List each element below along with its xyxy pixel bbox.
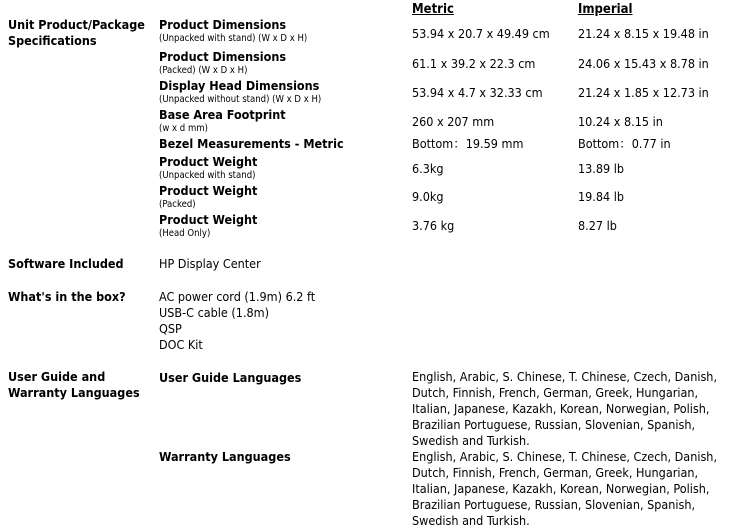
spec-label: Base Area Footprint	[159, 107, 286, 122]
spec-metric-value: 53.94 x 4.7 x 32.33 cm	[412, 85, 543, 100]
spec-label: Product Dimensions	[159, 49, 287, 64]
spec-label: Display Head Dimensions	[159, 78, 320, 93]
box-item: QSP	[159, 321, 182, 336]
spec-imperial-value: 8.27 lb	[578, 218, 617, 233]
spec-label: Product Weight	[159, 154, 258, 169]
user-guide-languages-list: English, Arabic, S. Chinese, T. Chinese, Czech, Danish, Dutch, Finnish, French, German, Greek, Hungarian, Italian, Japanese, Kazakh, Korean, Norwegian, Polish, Brazilian Portuguese, Russian, Slovenian, Spanish, Swedish and Turkish.	[412, 369, 718, 448]
spec-imperial-value: 24.06 x 15.43 x 8.78 in	[578, 56, 709, 71]
section-specs-line1: Unit Product/Package	[8, 17, 145, 32]
software-value: HP Display Center	[159, 256, 261, 271]
box-item: DOC Kit	[159, 337, 203, 352]
section-box: What's in the box?	[8, 289, 126, 304]
spec-sublabel: (w x d mm)	[159, 123, 208, 134]
spec-sublabel: (Unpacked with stand)	[159, 170, 256, 181]
spec-imperial-value: Bottom：0.77 in	[578, 136, 671, 151]
spec-label: Product Weight	[159, 212, 258, 227]
spec-sublabel: (Head Only)	[159, 228, 211, 239]
spec-sublabel: (Unpacked without stand) (W x D x H)	[159, 94, 322, 105]
spec-imperial-value: 19.84 lb	[578, 189, 625, 204]
warranty-languages-list: English, Arabic, S. Chinese, T. Chinese, Czech, Danish, Dutch, Finnish, French, German, Greek, Hungarian, Italian, Japanese, Kazakh, Korean, Norwegian, Polish, Brazilian Portuguese, Russian, Slovenian, Spanish, Swedish and Turkish.	[412, 449, 718, 528]
section-software: Software Included	[8, 256, 124, 271]
spec-label: Product Dimensions	[159, 17, 287, 32]
spec-metric-value: 9.0kg	[412, 189, 444, 204]
spec-metric-value: 260 x 207 mm	[412, 114, 495, 129]
spec-label: Product Weight	[159, 183, 258, 198]
box-item: USB-C cable (1.8m)	[159, 305, 270, 320]
spec-label: Bezel Measurements - Metric	[159, 136, 344, 151]
spec-sublabel: (Packed) (W x D x H)	[159, 65, 248, 76]
imperial-header: Imperial	[578, 2, 633, 17]
spec-metric-value: 53.94 x 20.7 x 49.49 cm	[412, 26, 550, 41]
section-guide-line1: User Guide and	[8, 369, 106, 384]
spec-imperial-value: 13.89 lb	[578, 161, 625, 176]
section-guide-line2: Warranty Languages	[8, 385, 140, 400]
spec-metric-value: 3.76 kg	[412, 218, 455, 233]
spec-metric-value: 6.3kg	[412, 161, 444, 176]
spec-imperial-value: 10.24 x 8.15 in	[578, 114, 663, 129]
spec-sublabel: (Unpacked with stand) (W x D x H)	[159, 33, 308, 44]
spec-metric-value: 61.1 x 39.2 x 22.3 cm	[412, 56, 536, 71]
box-item: AC power cord (1.9m) 6.2 ft	[159, 289, 316, 304]
spec-metric-value: Bottom：19.59 mm	[412, 136, 524, 151]
spec-sublabel: (Packed)	[159, 199, 196, 210]
section-specs-line2: Specifications	[8, 33, 97, 48]
metric-header: Metric	[412, 2, 454, 17]
warranty-languages-label: Warranty Languages	[159, 449, 291, 464]
spec-imperial-value: 21.24 x 1.85 x 12.73 in	[578, 85, 709, 100]
user-guide-languages-label: User Guide Languages	[159, 370, 302, 385]
spec-imperial-value: 21.24 x 8.15 x 19.48 in	[578, 26, 709, 41]
